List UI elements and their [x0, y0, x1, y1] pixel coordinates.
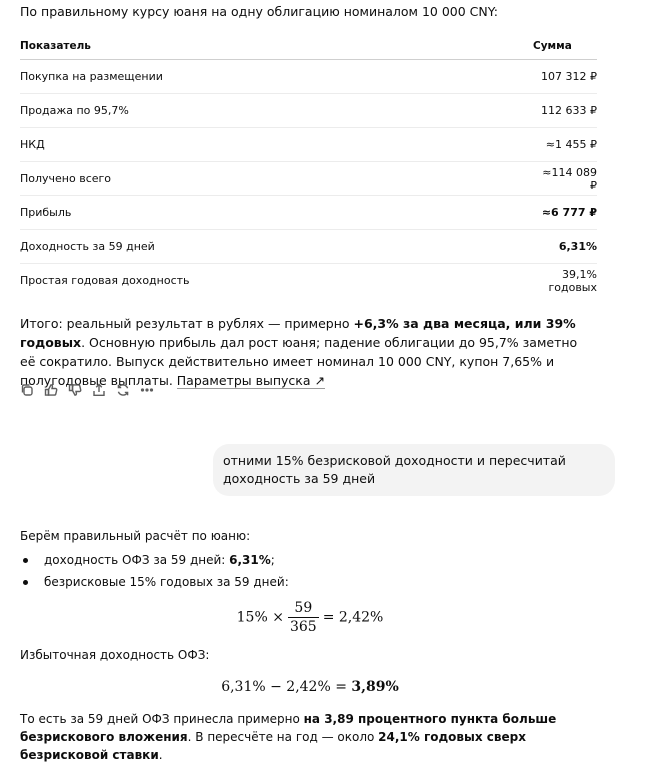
response-lead: Берём правильный расчёт по юаню: — [20, 529, 251, 543]
regenerate-icon[interactable] — [116, 382, 132, 398]
bullet-bold: 6,31% — [229, 553, 271, 567]
row-value: 39,1% годовых — [548, 267, 597, 294]
response-list — [20, 551, 600, 591]
source-link[interactable]: Параметры выпуска ↗ — [176, 373, 325, 388]
row-value: ≈6 777 ₽ — [533, 196, 597, 230]
list-item — [20, 551, 600, 569]
formula-result: 3,89% — [351, 679, 399, 695]
formula-left: 6,31% − 2,42% = — [221, 679, 352, 695]
final-text: . В пересчёте на год — около — [187, 730, 379, 744]
final-paragraph — [20, 710, 595, 764]
fraction-denominator: 365 — [289, 619, 317, 635]
row-value: 6,31% — [533, 230, 597, 264]
fraction-numerator: 59 — [288, 599, 319, 618]
table-row — [20, 94, 597, 128]
fraction — [288, 599, 319, 636]
list-item — [20, 573, 600, 591]
assistant-response — [20, 527, 600, 764]
final-bold: 24,1% годовых сверх безрисковой ставки — [20, 730, 526, 762]
row-value: 107 312 ₽ — [533, 60, 597, 94]
row-label: Доходность за 59 дней — [20, 230, 533, 264]
header-indicator: Показатель — [20, 34, 533, 60]
table-row — [20, 196, 597, 230]
row-label: Получено всего — [20, 162, 533, 196]
row-label: Простая годовая доходность — [20, 274, 190, 287]
excess-label: Избыточная доходность ОФЗ: — [20, 648, 210, 662]
results-table — [20, 34, 597, 297]
thumbs-down-icon[interactable] — [68, 382, 84, 398]
final-bold: на 3,89 процентного пункта больше безрискового вложения — [20, 712, 557, 744]
row-label: Продажа по 95,7% — [20, 94, 533, 128]
table-row — [20, 60, 597, 94]
table-row — [20, 128, 597, 162]
bullet-tail: ; — [270, 553, 275, 567]
row-value: 112 633 ₽ — [533, 94, 597, 128]
thumbs-up-icon[interactable] — [44, 382, 60, 398]
assistant-message — [20, 0, 600, 762]
formula-left: 15% × — [236, 609, 284, 626]
formula-right: = 2,42% — [322, 609, 384, 626]
formula-risk-free — [20, 599, 600, 636]
row-label: Прибыль — [20, 196, 533, 230]
more-icon[interactable] — [140, 382, 156, 398]
formula-excess — [20, 678, 600, 696]
row-label: Покупка на размещении — [20, 60, 533, 94]
row-value: ≈1 455 ₽ — [533, 128, 597, 162]
summary-paragraph — [20, 314, 595, 390]
table-row — [20, 230, 597, 264]
table-row — [20, 264, 597, 298]
copy-icon[interactable] — [20, 382, 36, 398]
row-label: НКД — [20, 128, 533, 162]
summary-bold: +6,3% за два месяца, или 39% годовых — [20, 316, 576, 350]
summary-text: Итого: реальный результат в рублях — примерно — [20, 316, 354, 331]
share-icon[interactable] — [92, 382, 108, 398]
header-sum: Сумма — [533, 34, 597, 60]
user-message-bubble: отними 15% безрисковой доходности и пересчитай доходность за 59 дней — [213, 444, 615, 496]
table-row — [20, 162, 597, 196]
intro-text: По правильному курсу юаня на одну облигацию номиналом 10 000 CNY: — [20, 4, 498, 19]
final-text: . — [158, 748, 163, 762]
final-text: То есть за 59 дней ОФЗ принесла примерно — [20, 712, 304, 726]
bullet-text: доходность ОФЗ за 59 дней: — [44, 553, 230, 567]
bullet-text: безрисковые 15% годовых за 59 дней: — [44, 575, 289, 589]
summary-text: . Основную прибыль дал рост юаня; падение облигации до 95,7% заметно её сократило. Выпуск действительно имеет номинал 10 000 CNY, купон 7,65% и полугодовые выплаты. — [20, 335, 578, 388]
row-value: ≈114 089 ₽ — [533, 162, 597, 196]
